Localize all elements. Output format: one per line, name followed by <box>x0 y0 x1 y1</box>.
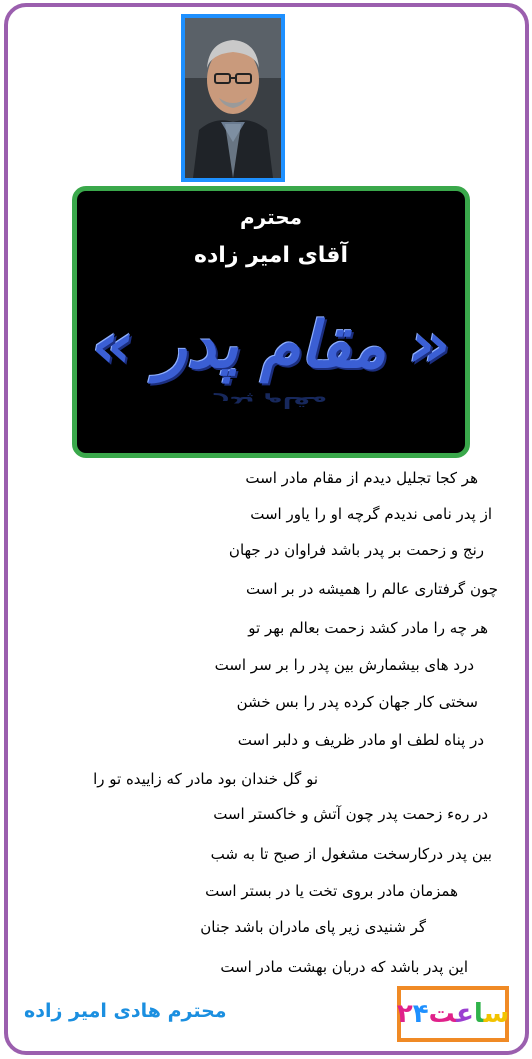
poem-line: همزمان مادر بروی تخت یا در بستر است <box>205 882 458 900</box>
poem-line: رنج و زحمت بر پدر باشد فراوان در جهان <box>228 541 484 559</box>
logo-letter: ت <box>428 999 457 1029</box>
poem-line: از پدر نامی ندیدم گرچه او را یاور است <box>250 505 492 523</box>
poem-line: این پدر باشد که دربان بهشت مادر است <box>220 958 468 976</box>
logo-letter: ۲ <box>396 999 413 1029</box>
poem-line: چون گرفتاری عالم را همیشه در بر است <box>246 580 498 598</box>
banner-honorific: محترم <box>239 205 303 229</box>
poem-line: نو گل خندان بود مادر که زاییده تو را <box>93 770 318 788</box>
logo-letter: ا <box>473 999 484 1029</box>
poem-line: در رهء زحمت پدر چون آتش و خاکستر است <box>213 805 488 823</box>
logo-letter: س <box>483 999 510 1029</box>
logo-letter: ع <box>456 999 474 1029</box>
banner-title-reflection: مقام پدر <box>214 393 328 411</box>
poem-line: هر چه را مادر کشد زحمت بعالم بهر تو <box>248 619 488 637</box>
poem-line: هر کجا تجلیل دیدم از مقام مادر است <box>245 469 478 487</box>
logo-letter: ۴ <box>412 999 429 1029</box>
signature: محترم هادی امیر زاده <box>24 1000 227 1022</box>
poem-line: در پناه لطف او مادر ظریف و دلبر است <box>237 731 484 749</box>
logo-text <box>397 999 509 1029</box>
poem-line: گر شنیدی زیر پای مادران باشد جنان <box>200 918 426 936</box>
poem-line: سختی کار جهان کرده پدر را بس خشن <box>236 693 478 711</box>
poem-line: درد های بیشمارش بین پدر را بر سر است <box>214 656 474 674</box>
site-logo <box>397 986 509 1042</box>
poem-line: بین پدر درکارسخت مشغول از صبح تا به شب <box>210 845 492 863</box>
banner-title: « مقام پدر » <box>91 309 451 383</box>
banner-name: آقای امیر زاده <box>194 243 348 268</box>
